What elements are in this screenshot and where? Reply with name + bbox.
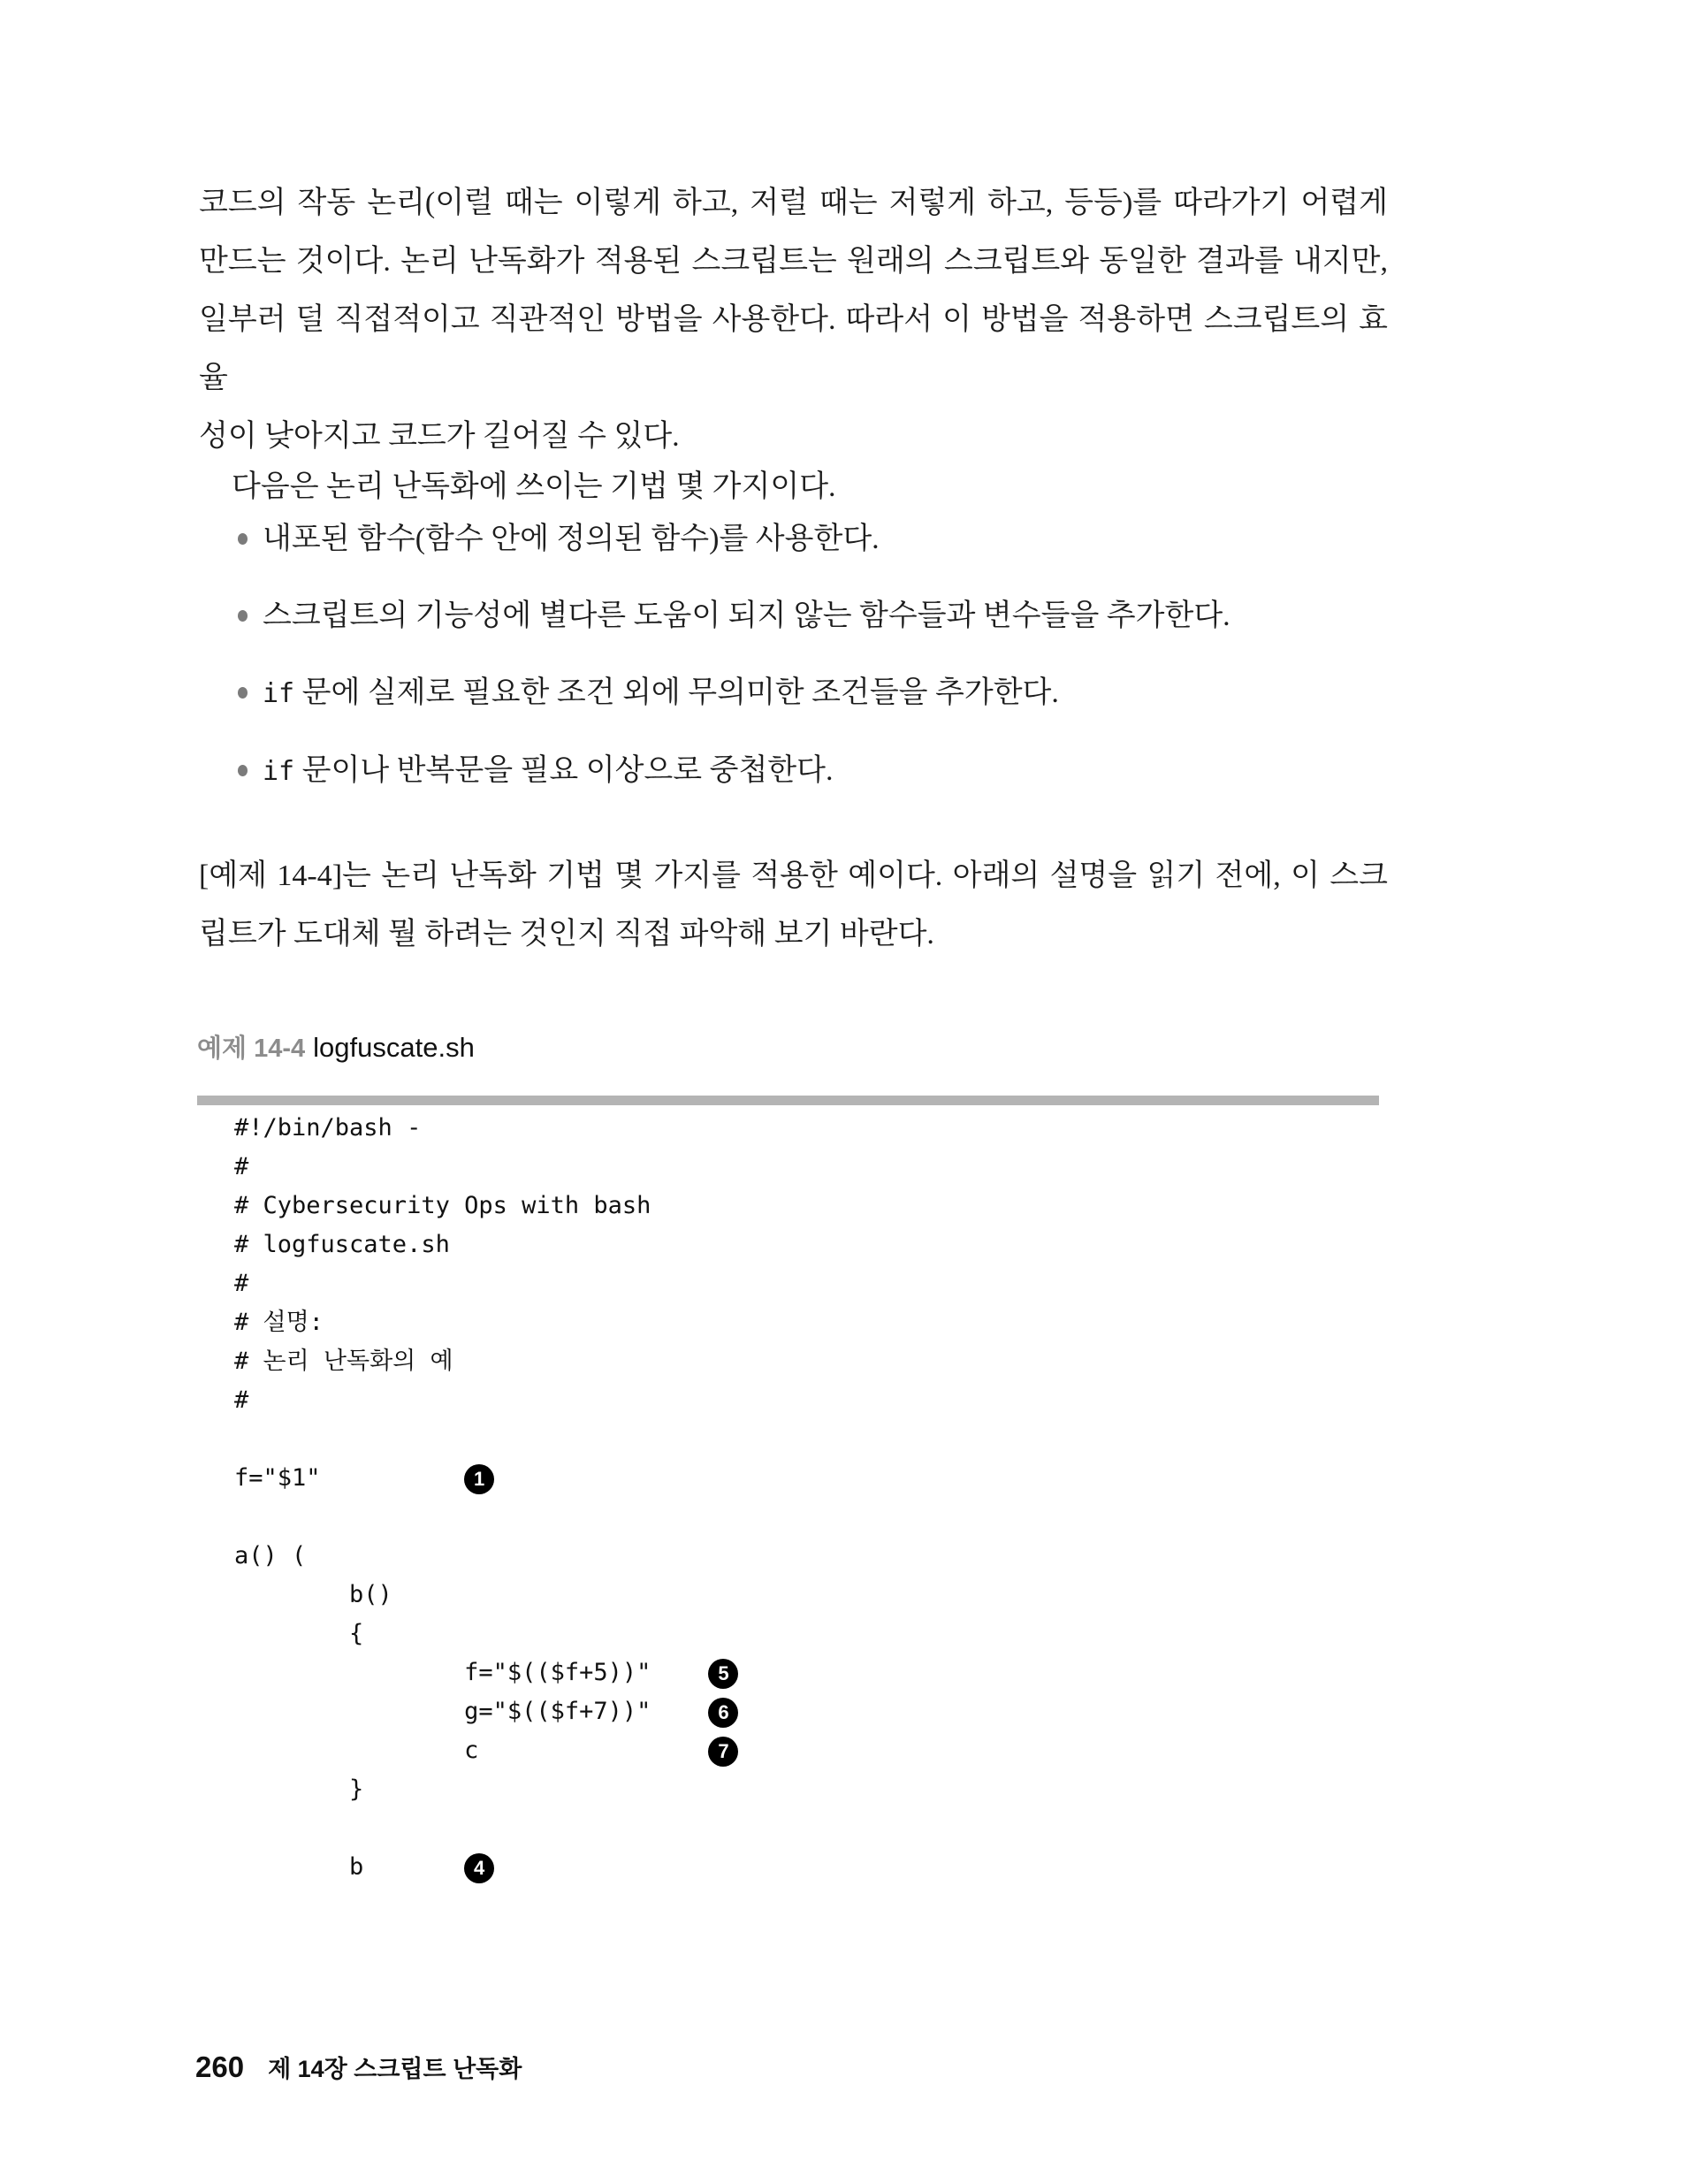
code-text: }: [234, 1775, 364, 1803]
code-text: f="$(($f+5))": [234, 1659, 709, 1686]
code-line: [234, 1109, 738, 1148]
code-text: # Cybersecurity Ops with bash: [234, 1192, 651, 1219]
code-text: #!/bin/bash -: [234, 1114, 422, 1142]
code-text: b: [234, 1853, 465, 1881]
bullet-icon: [238, 610, 248, 622]
text-line: [예제 14-4]는 논리 난독화 기법 몇 가지를 적용한 예이다. 아래의 설명을 읽기 전에, 이 스크: [199, 859, 1388, 892]
code-line: [234, 1459, 738, 1498]
callout-number-badge-icon: 5: [708, 1659, 738, 1689]
text-line: 성이 낮아지고 코드가 길어질 수 있다.: [199, 420, 680, 453]
callout-number-badge-icon: 1: [464, 1464, 494, 1494]
text-line: 코드의 작동 논리(이럴 때는 이렇게 하고, 저럴 때는 저렇게 하고, 등등)를 따라가기 어렵게: [199, 187, 1388, 219]
code-line: [234, 1731, 738, 1770]
code-line: [234, 1576, 738, 1615]
code-line: [234, 1381, 738, 1420]
code-text: f="$1": [234, 1464, 465, 1492]
code-line: [234, 1226, 738, 1264]
code-line: [234, 1342, 738, 1381]
bullet-text: 내포된 함수(함수 안에 정의된 함수)를 사용한다.: [263, 523, 880, 555]
code-line: [234, 1187, 738, 1226]
code-text: #: [234, 1270, 249, 1297]
bullet-icon: [238, 533, 248, 545]
code-line: [234, 1692, 738, 1731]
paragraph-logic-obfuscation: [199, 174, 1388, 466]
code-line: [234, 1420, 738, 1459]
code-line: [234, 1498, 738, 1537]
inline-code: if: [263, 678, 295, 709]
bullet-icon: [238, 687, 248, 699]
list-item: [238, 510, 1387, 568]
callout-number-badge-icon: 6: [708, 1698, 738, 1728]
chapter-title: 제 14장 스크립트 난독화: [268, 2056, 522, 2082]
callout-number-badge-icon: 7: [708, 1737, 738, 1767]
code-line: [234, 1848, 738, 1887]
example-filename: logfuscate.sh: [313, 1032, 475, 1063]
bullet-text: 문이나 반복문을 필요 이상으로 중첩한다.: [294, 754, 834, 787]
code-line: [234, 1615, 738, 1653]
code-line: [234, 1537, 738, 1576]
code-line: [234, 1770, 738, 1809]
code-line: [234, 1303, 738, 1342]
inline-code: if: [263, 756, 295, 787]
technique-bullet-list: [238, 510, 1387, 820]
code-text: #: [234, 1153, 249, 1180]
callout-number-badge-icon: 4: [464, 1853, 494, 1883]
list-item: [238, 664, 1387, 722]
intro-sentence: 다음은 논리 난독화에 쓰이는 기법 몇 가지이다.: [232, 470, 836, 503]
code-line: [234, 1264, 738, 1303]
list-item: [238, 742, 1387, 800]
code-text: {: [234, 1620, 364, 1647]
code-line: [234, 1809, 738, 1848]
page-number: 260: [195, 2050, 245, 2083]
bullet-text: 문에 실제로 필요한 조건 외에 무의미한 조건들을 추가한다.: [294, 676, 1059, 709]
code-block: [234, 1109, 738, 1887]
code-text: g="$(($f+7))": [234, 1698, 709, 1725]
example-caption: [197, 1028, 475, 1065]
text-line: 일부러 덜 직접적이고 직관적인 방법을 사용한다. 따라서 이 방법을 적용하면 스크립트의 효율: [199, 303, 1388, 394]
code-line: [234, 1148, 738, 1187]
bullet-text: 스크립트의 기능성에 별다른 도움이 되지 않는 함수들과 변수들을 추가한다.: [263, 599, 1230, 632]
code-text: c: [234, 1737, 709, 1764]
page-footer: [195, 2050, 522, 2084]
example-label: 예제 14-4: [197, 1035, 306, 1063]
code-text: # 논리 난독화의 예: [234, 1348, 453, 1375]
code-text: a() (: [234, 1542, 307, 1569]
list-item: [238, 587, 1387, 645]
code-text: #: [234, 1386, 249, 1414]
code-text: b(): [234, 1581, 392, 1608]
code-text: # logfuscate.sh: [234, 1231, 450, 1258]
code-line: [234, 1653, 738, 1692]
text-line: 립트가 도대체 뭘 하려는 것인지 직접 파악해 보기 바란다.: [199, 918, 934, 951]
code-text: # 설명:: [234, 1309, 324, 1336]
paragraph-example-reference: [199, 847, 1388, 964]
text-line: 만드는 것이다. 논리 난독화가 적용된 스크립트는 원래의 스크립트와 동일한 결과를 내지만,: [199, 245, 1388, 278]
bullet-icon: [238, 765, 248, 776]
example-divider-bar: [197, 1096, 1379, 1105]
